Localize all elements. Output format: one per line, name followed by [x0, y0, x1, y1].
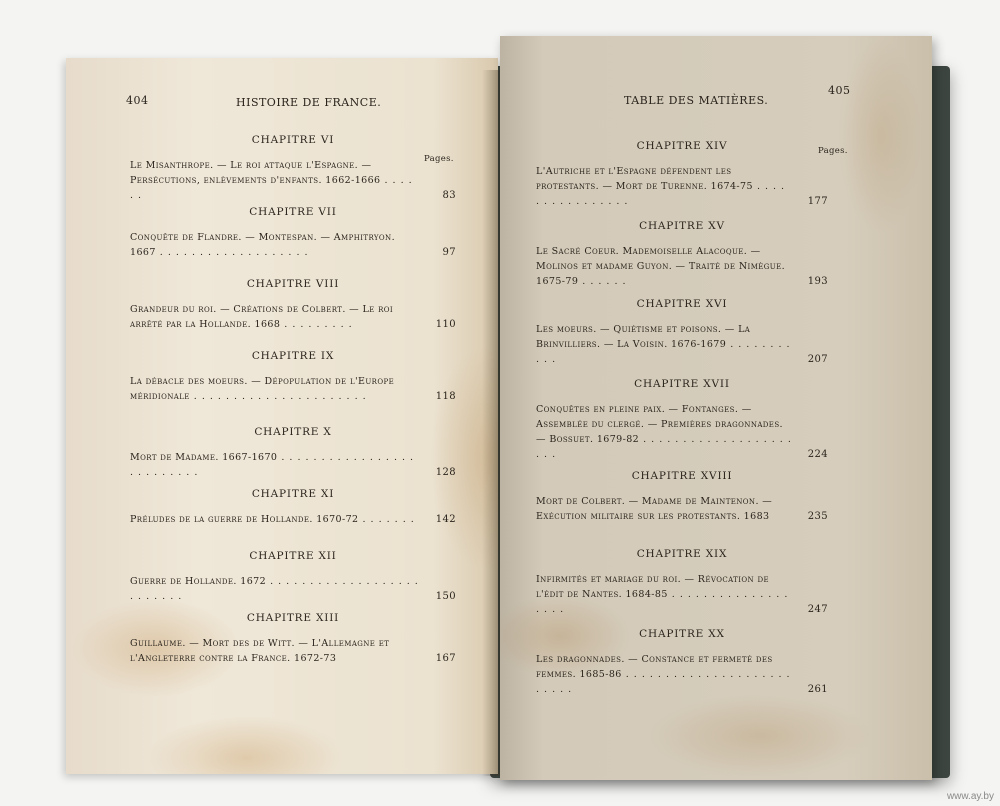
chapter-title: CHAPITRE XIX [636, 548, 728, 560]
page-ref: 177 [807, 196, 828, 207]
chapter-summary [130, 636, 456, 666]
summary-text: Les moeurs. — Quiétisme et poisons. — La Brinvilliers. — La Voisin. 1676-1679 [536, 324, 751, 350]
chapter-entry [130, 612, 456, 666]
right-page [500, 36, 932, 780]
chapter-entry [130, 206, 456, 260]
chapter-entry [130, 550, 456, 604]
summary-text: Guillaume. — Mort des de Witt. — L'Allemagne et l'Angleterre contre la France. 1672-73 [130, 638, 390, 664]
page-ref: 261 [807, 684, 828, 695]
page-ref: 142 [435, 514, 456, 525]
chapter-summary: Conquête de Flandre. — Montespan. — Amphitryon. 1667 . . . . . . . . . . . . . . . . . . . 97 [130, 232, 456, 258]
chapter-summary: Infirmités et mariage du roi. — Révocation de l'édit de Nantes. 1684-85 . . . . . . . . . . . . . . . . . . . 247 [536, 574, 828, 615]
chapter-summary: Les moeurs. — Quiétisme et poisons. — La Brinvilliers. — La Voisin. 1676-1679 . . . . . . . . . . . 207 [536, 324, 828, 365]
page-ref: 150 [435, 591, 456, 602]
chapter-entry [536, 470, 828, 524]
chapter-summary: Guerre de Hollande. 1672 . . . . . . . . . . . . . . . . . . . . . . . . . . 150 [130, 576, 456, 602]
chapter-entry [536, 628, 828, 697]
chapter-summary: Préludes de la guerre de Hollande. 1670-72 . . . . . . . 142 [130, 514, 456, 525]
chapter-entry [536, 140, 828, 209]
chapter-summary: L'Autriche et l'Espagne défendent les protestants. — Mort de Turenne. 1674-75 . . . . . . . . . . . . . . . . 177 [536, 166, 828, 207]
summary-text: Le Misanthrope. — Le roi attaque l'Espagne. — Persécutions, enlèvements d'enfants. 1662-1666 [130, 160, 381, 186]
summary-text: Mort de Colbert. — Madame de Maintenon. — Exécution militaire sur les protestants. 1683 [536, 496, 773, 522]
chapter-entry [130, 134, 456, 203]
running-head: HISTOIRE DE FRANCE. [236, 96, 382, 109]
chapter-title: CHAPITRE XVII [634, 378, 730, 390]
chapter-summary: Le Sacré Coeur. Mademoiselle Alacoque. — Molinos et madame Guyon. — Traité de Nimègue. 1675-79 . . . . . . 193 [536, 246, 828, 287]
page-ref: 207 [807, 354, 828, 365]
page-ref: 193 [807, 276, 828, 287]
page-ref: 167 [435, 653, 456, 664]
chapter-entry [130, 350, 456, 404]
page-ref: 235 [807, 511, 828, 522]
chapter-title: CHAPITRE XI [251, 488, 335, 500]
left-page [66, 58, 498, 774]
pages-label: Pages. [424, 154, 454, 164]
chapter-title: CHAPITRE XV [639, 220, 725, 232]
chapter-summary: Grandeur du roi. — Créations de Colbert. — Le roi arrêté par la Hollande. 1668 . . . . . . . . . 110 [130, 304, 456, 330]
page-ref: 97 [442, 247, 456, 258]
summary-text: Les dragonnades. — Constance et fermeté des femmes. 1685-86 [536, 654, 773, 680]
pages-label: Pages. [818, 146, 848, 156]
summary-text: La débacle des moeurs. — Dépopulation de l'Europe méridionale [130, 376, 395, 402]
page-number: 404 [126, 94, 149, 107]
chapter-entry [130, 426, 456, 480]
chapter-entry [536, 548, 828, 617]
chapter-title: CHAPITRE XVIII [631, 470, 733, 482]
chapter-summary: Le Misanthrope. — Le roi attaque l'Espagne. — Persécutions, enlèvements d'enfants. 1662-1666 . . . . . . 83 [130, 160, 456, 201]
chapter-summary: Les dragonnades. — Constance et fermeté des femmes. 1685-86 . . . . . . . . . . . . . . . . . . . . . . . . . . 261 [536, 654, 828, 695]
chapter-title: CHAPITRE VII [249, 206, 337, 218]
summary-text: Mort de Madame. 1667-1670 [130, 452, 278, 463]
page-ref: 118 [435, 391, 456, 402]
chapter-entry [536, 298, 828, 367]
chapter-entry [536, 378, 828, 462]
chapter-title: CHAPITRE XVI [636, 298, 728, 310]
chapter-title: CHAPITRE XIII [246, 612, 340, 624]
watermark: www.ay.by [946, 791, 994, 802]
summary-text: Préludes de la guerre de Hollande. 1670-72 [130, 514, 359, 525]
chapter-entry [130, 488, 456, 527]
chapter-summary: La débacle des moeurs. — Dépopulation de l'Europe méridionale . . . . . . . . . . . . . . . . . . . . . . 118 [130, 376, 456, 402]
page-ref: 128 [435, 467, 456, 478]
chapter-entry [130, 278, 456, 332]
summary-text: Conquête de Flandre. — Montespan. — Amphitryon. 1667 [130, 232, 396, 258]
page-ref: 247 [807, 604, 828, 615]
summary-text: L'Autriche et l'Espagne défendent les protestants. — Mort de Turenne. 1674-75 [536, 166, 753, 192]
chapter-title: CHAPITRE XII [249, 550, 337, 562]
page-ref: 224 [807, 449, 828, 460]
page-ref: 110 [435, 319, 456, 330]
chapter-title: CHAPITRE XX [639, 628, 725, 640]
summary-text: Grandeur du roi. — Créations de Colbert. — Le roi arrêté par la Hollande. 1668 [130, 304, 394, 330]
summary-text: Conquêtes en pleine paix. — Fontanges. — Assemblée du clergé. — Premières dragonnades. — Bossuet. 1679-82 [536, 404, 783, 445]
chapter-title: CHAPITRE X [254, 426, 332, 438]
summary-text: Le Sacré Coeur. Mademoiselle Alacoque. — Molinos et madame Guyon. — Traité de Nimègue. 1675-79 [536, 246, 786, 287]
page-ref: 83 [442, 190, 456, 201]
running-head: TABLE DES MATIÈRES. [624, 94, 769, 107]
chapter-title: CHAPITRE IX [251, 350, 335, 362]
summary-text: Guerre de Hollande. 1672 [130, 576, 267, 587]
chapter-title: CHAPITRE VI [251, 134, 335, 146]
chapter-summary: Mort de Madame. 1667-1670 . . . . . . . . . . . . . . . . . . . . . . . . . . 128 [130, 452, 456, 478]
chapter-title: CHAPITRE XIV [636, 140, 728, 152]
summary-text: Infirmités et mariage du roi. — Révocation de l'édit de Nantes. 1684-85 [536, 574, 769, 600]
chapter-summary: Conquêtes en pleine paix. — Fontanges. — Assemblée du clergé. — Premières dragonnades. — Bossuet. 1679-82 . . . . . . . . . . . . . . . . . . . . . . 224 [536, 404, 828, 460]
chapter-entry [536, 220, 828, 289]
page-number: 405 [828, 84, 851, 97]
chapter-title: CHAPITRE VIII [246, 278, 340, 290]
chapter-summary [536, 494, 828, 524]
